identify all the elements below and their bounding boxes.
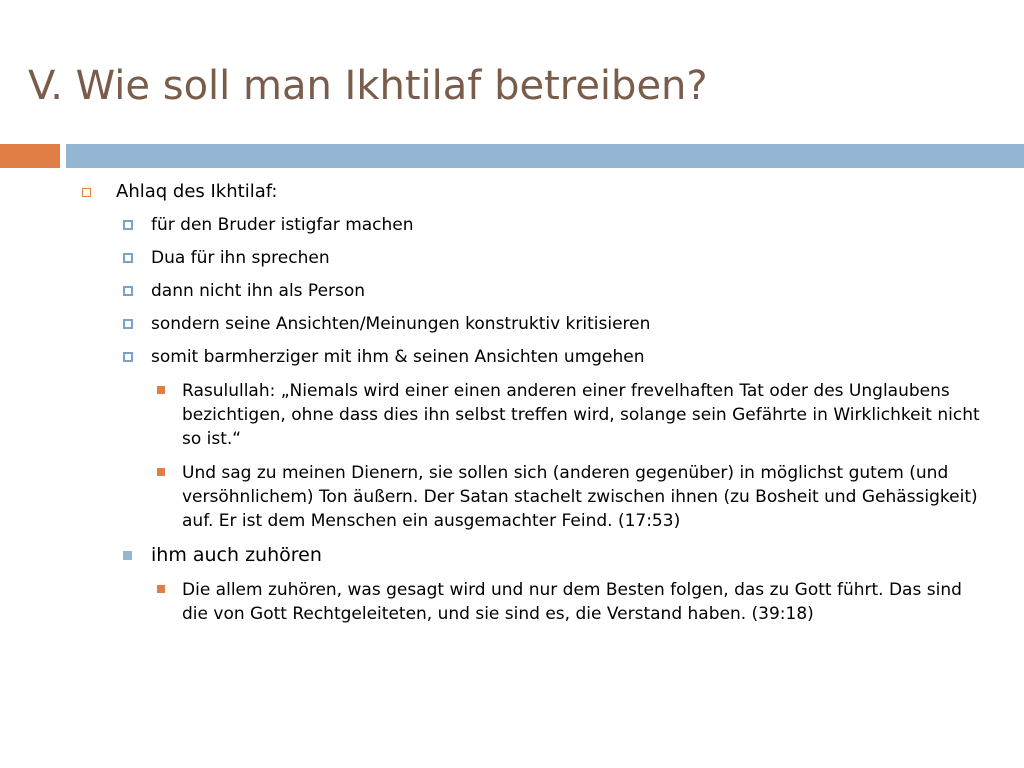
bullet-level2 bbox=[0, 214, 1024, 237]
slide-content bbox=[0, 180, 1024, 636]
outlined-square-bullet-icon bbox=[123, 220, 133, 230]
accent-bar-blue bbox=[66, 144, 1024, 168]
bullet-text: Rasulullah: „Niemals wird einer einen anderen einer frevelhaften Tat oder des Unglaubens bezichtigen, ohne dass dies ihn selbst treffen wird, solange sein Gefährte in Wirklichkeit nicht so ist.“ bbox=[182, 381, 980, 449]
bullet-level2 bbox=[0, 313, 1024, 336]
slide-title: V. Wie soll man Ikhtilaf betreiben? bbox=[28, 63, 708, 109]
bullet-text: für den Bruder istigfar machen bbox=[151, 215, 414, 235]
bullet-level2 bbox=[0, 280, 1024, 303]
filled-square-bullet-icon bbox=[157, 468, 165, 476]
filled-square-bullet-icon bbox=[123, 551, 132, 560]
bullet-text: Dua für ihn sprechen bbox=[151, 248, 330, 268]
bullet-level2 bbox=[0, 543, 1024, 568]
accent-bar-orange bbox=[0, 144, 60, 168]
outlined-square-bullet-icon bbox=[123, 352, 133, 362]
bullet-level1 bbox=[0, 180, 1024, 204]
outlined-square-bullet-icon bbox=[123, 286, 133, 296]
bullet-text: somit barmherziger mit ihm & seinen Ansichten umgehen bbox=[151, 347, 645, 367]
filled-square-bullet-icon bbox=[157, 585, 165, 593]
outlined-square-bullet-icon bbox=[123, 253, 133, 263]
bullet-level2 bbox=[0, 346, 1024, 369]
bullet-text: Die allem zuhören, was gesagt wird und nur dem Besten folgen, das zu Gott führt. Das sind die von Gott Rechtgeleiteten, und sie sind es, die Verstand haben. (39:18) bbox=[182, 580, 962, 624]
bullet-level3 bbox=[0, 379, 1024, 451]
bullet-level2 bbox=[0, 247, 1024, 270]
hollow-square-bullet-icon bbox=[82, 188, 91, 197]
bullet-text: ihm auch zuhören bbox=[151, 544, 322, 566]
bullet-text: Ahlaq des Ikhtilaf: bbox=[116, 181, 278, 202]
filled-square-bullet-icon bbox=[157, 386, 165, 394]
bullet-level3 bbox=[0, 461, 1024, 533]
bullet-text: dann nicht ihn als Person bbox=[151, 281, 366, 301]
outlined-square-bullet-icon bbox=[123, 319, 133, 329]
bullet-text: Und sag zu meinen Dienern, sie sollen sich (anderen gegenüber) in möglichst gutem (und versöhnlichem) Ton äußern. Der Satan stachelt zwischen ihnen (zu Bosheit und Gehässigkeit) auf. Er ist dem Menschen ein ausgemachter Feind. (17:53) bbox=[182, 463, 978, 531]
bullet-text: sondern seine Ansichten/Meinungen konstruktiv kritisieren bbox=[151, 314, 651, 334]
bullet-level3 bbox=[0, 578, 1024, 626]
